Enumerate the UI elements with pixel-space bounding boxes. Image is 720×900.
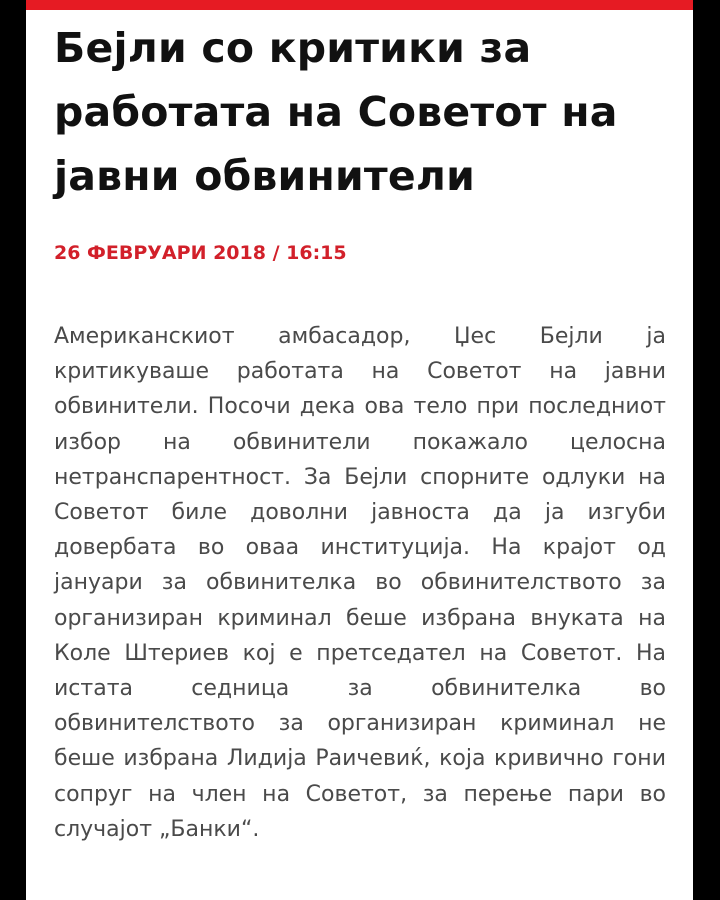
article-page — [26, 0, 693, 900]
article-date: 26 ФЕВРУАРИ 2018 / 16:15 — [54, 242, 347, 264]
top-accent-bar — [26, 0, 693, 10]
article-body: Американскиот амбасадор, Џес Бејли ја критикуваше работата на Советот на јавни обвинители. Посочи дека ова тело при последниот избор на обвинители покажало целосна нетранспарентност. За Бејли спорните одлуки на Советот биле доволни јавноста да ја изгуби довербата во оваа институција. На крајот од јануари за обвинителка во обвинителството за организиран криминал беше избрана внуката на Коле Штериев кој е претседател на Советот. На истата седница за обвинителка во обвинителството за организиран криминал не беше избрана Лидија Раичевиќ, која кривично гони сопруг на член на Советот, за перење пари во случајот „Банки“. — [54, 324, 666, 842]
article-title: Бејли со критики за работата на Советот на јавни обвинители — [54, 24, 618, 200]
